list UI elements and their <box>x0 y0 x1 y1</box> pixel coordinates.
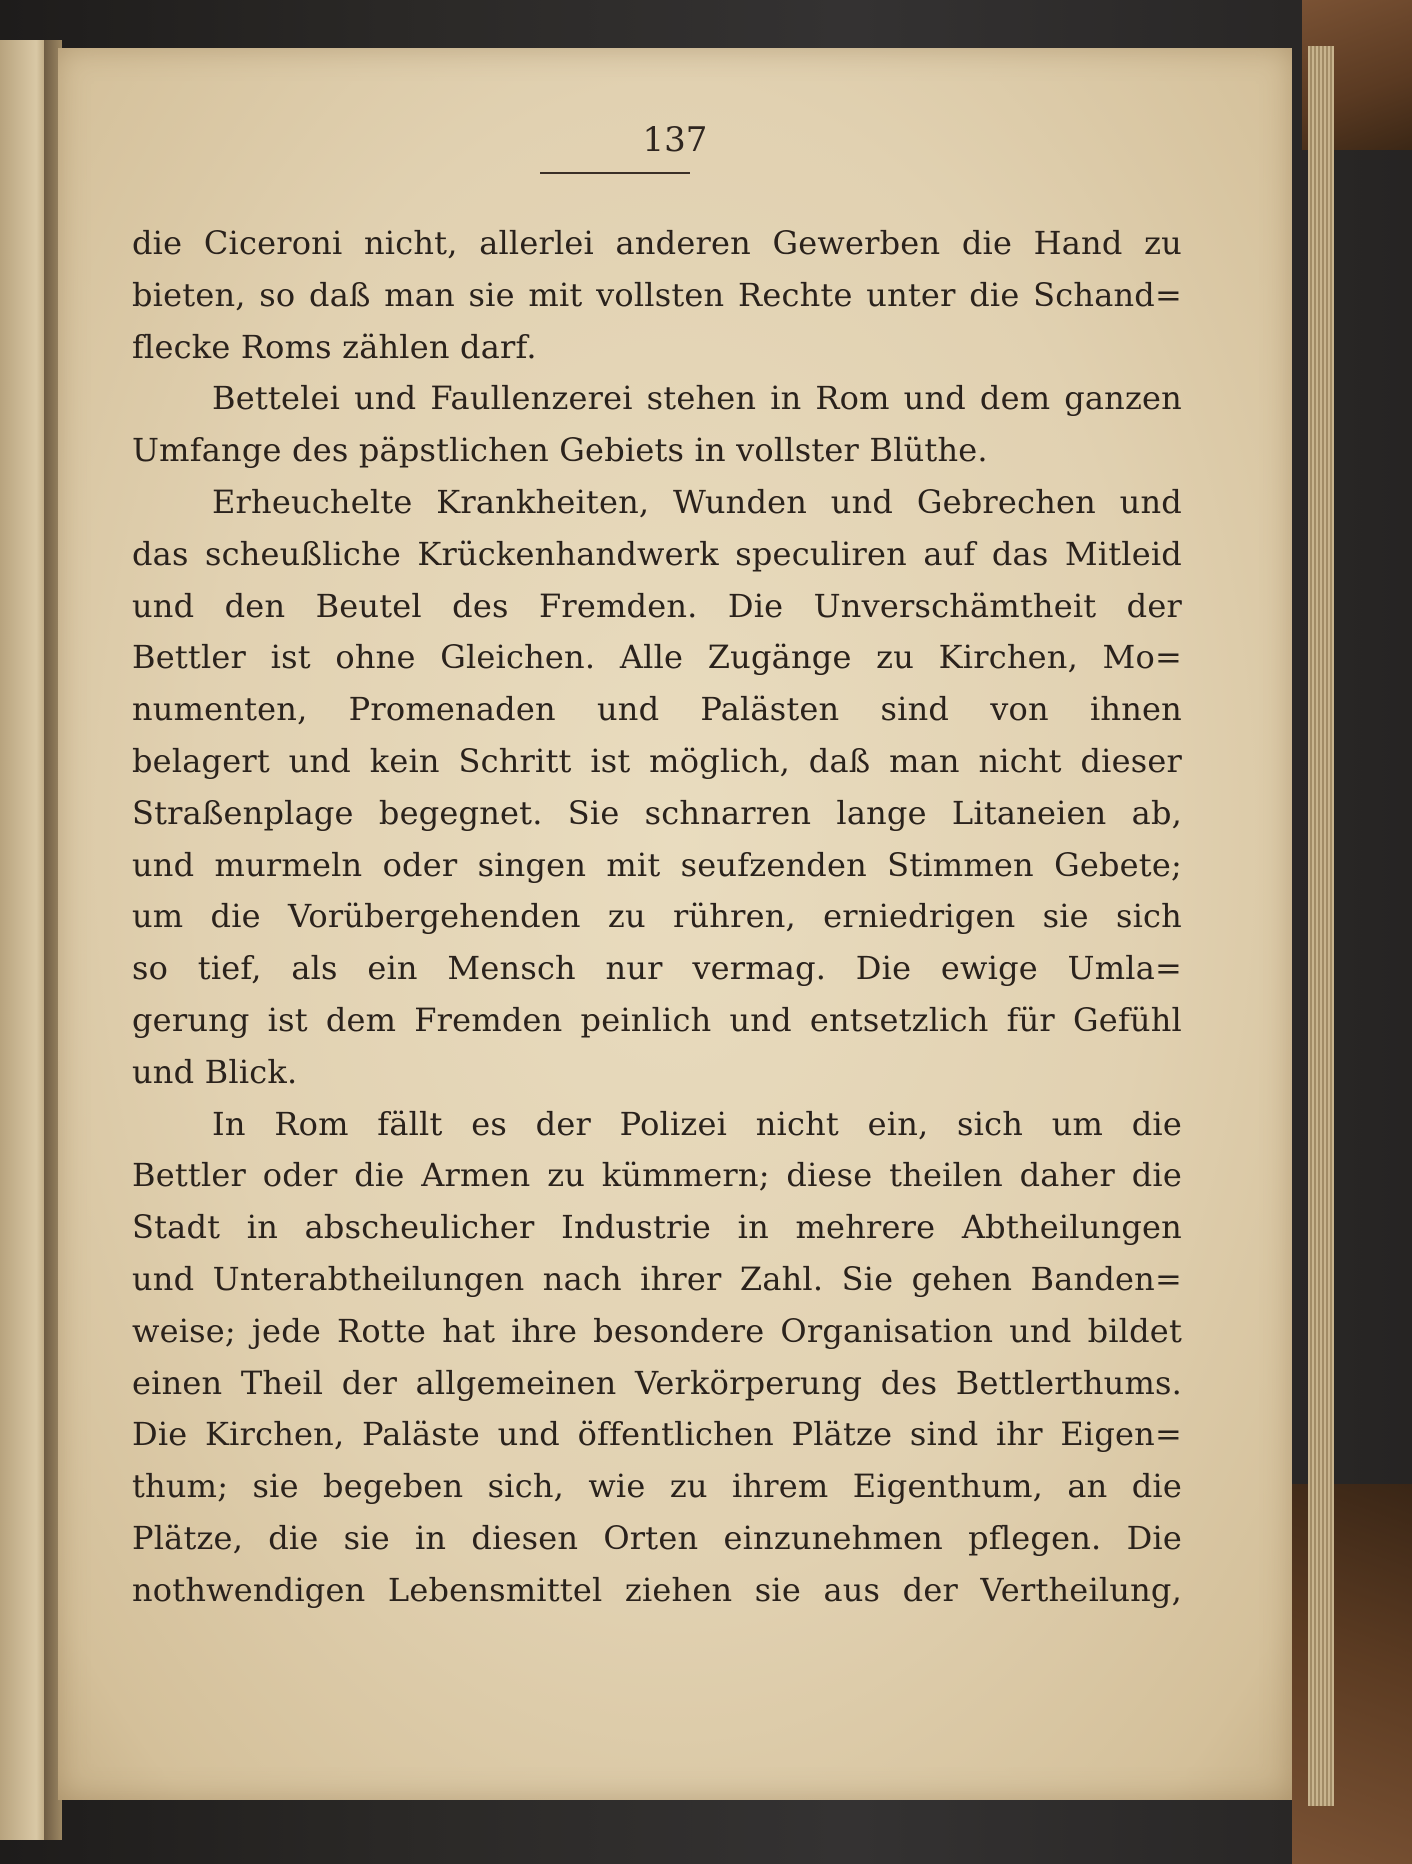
text-line: nothwendigen Lebensmittel ziehen sie aus der Vertheilung, <box>132 1570 1182 1609</box>
text-line: weise; jede Rotte hat ihre besondere Organisation und bildet <box>132 1311 1182 1350</box>
text-line: einen Theil der allgemeinen Verkörperung des Bettlerthums. <box>132 1363 1182 1402</box>
body-text <box>132 218 1182 1617</box>
text-line: flecke Roms zählen darf. <box>132 327 537 366</box>
text-line: die Ciceroni nicht, allerlei anderen Gewerben die Hand zu <box>132 224 1182 262</box>
text-line: gerung ist dem Fremden peinlich und entsetzlich für Gefühl <box>132 1000 1182 1039</box>
text-line: belagert und kein Schritt ist möglich, daß man nicht dieser <box>132 741 1182 780</box>
header-rule <box>540 172 690 174</box>
text-line: Die Kirchen, Paläste und öffentlichen Plätze sind ihr Eigen= <box>132 1415 1182 1454</box>
text-line: und Unterabtheilungen nach ihrer Zahl. Sie gehen Banden= <box>132 1259 1182 1298</box>
text-line: und Blick. <box>132 1052 298 1091</box>
text-line: Straßenplage begegnet. Sie schnarren lange Litaneien ab, <box>132 793 1182 832</box>
text-line: In Rom fällt es der Polizei nicht ein, sich um die <box>212 1104 1182 1143</box>
text-line: so tief, als ein Mensch nur vermag. Die ewige Umla= <box>132 949 1182 988</box>
text-line: numenten, Promenaden und Palästen sind von ihnen <box>132 690 1182 729</box>
page-number: 137 <box>642 120 708 160</box>
text-line: und murmeln oder singen mit seufzenden Stimmen Gebete; <box>132 845 1182 884</box>
text-line: Bettler oder die Armen zu kümmern; diese theilen daher die <box>132 1156 1182 1195</box>
text-line: Bettler ist ohne Gleichen. Alle Zugänge zu Kirchen, Mo= <box>132 638 1182 677</box>
text-line: Bettelei und Faullenzerei stehen in Rom und dem ganzen <box>212 379 1182 418</box>
page-edges <box>1308 46 1334 1806</box>
text-line: thum; sie begeben sich, wie zu ihrem Eigenthum, an die <box>132 1467 1182 1506</box>
text-line: das scheußliche Krückenhandwerk speculiren auf das Mitleid <box>132 534 1182 573</box>
text-line: Erheuchelte Krankheiten, Wunden und Gebrechen und <box>212 482 1182 521</box>
text-line: Stadt in abscheulicher Industrie in mehrere Abtheilungen <box>132 1208 1182 1247</box>
text-line: Umfange des päpstlichen Gebiets in vollster Blüthe. <box>132 431 988 470</box>
book-page <box>58 48 1292 1800</box>
text-line: Plätze, die sie in diesen Orten einzunehmen pflegen. Die <box>132 1518 1182 1557</box>
text-line: bieten, so daß man sie mit vollsten Rechte unter die Schand= <box>132 275 1182 314</box>
text-line: und den Beutel des Fremden. Die Unverschämtheit der <box>132 586 1182 625</box>
text-line: um die Vorübergehenden zu rühren, erniedrigen sie sich <box>132 897 1182 936</box>
